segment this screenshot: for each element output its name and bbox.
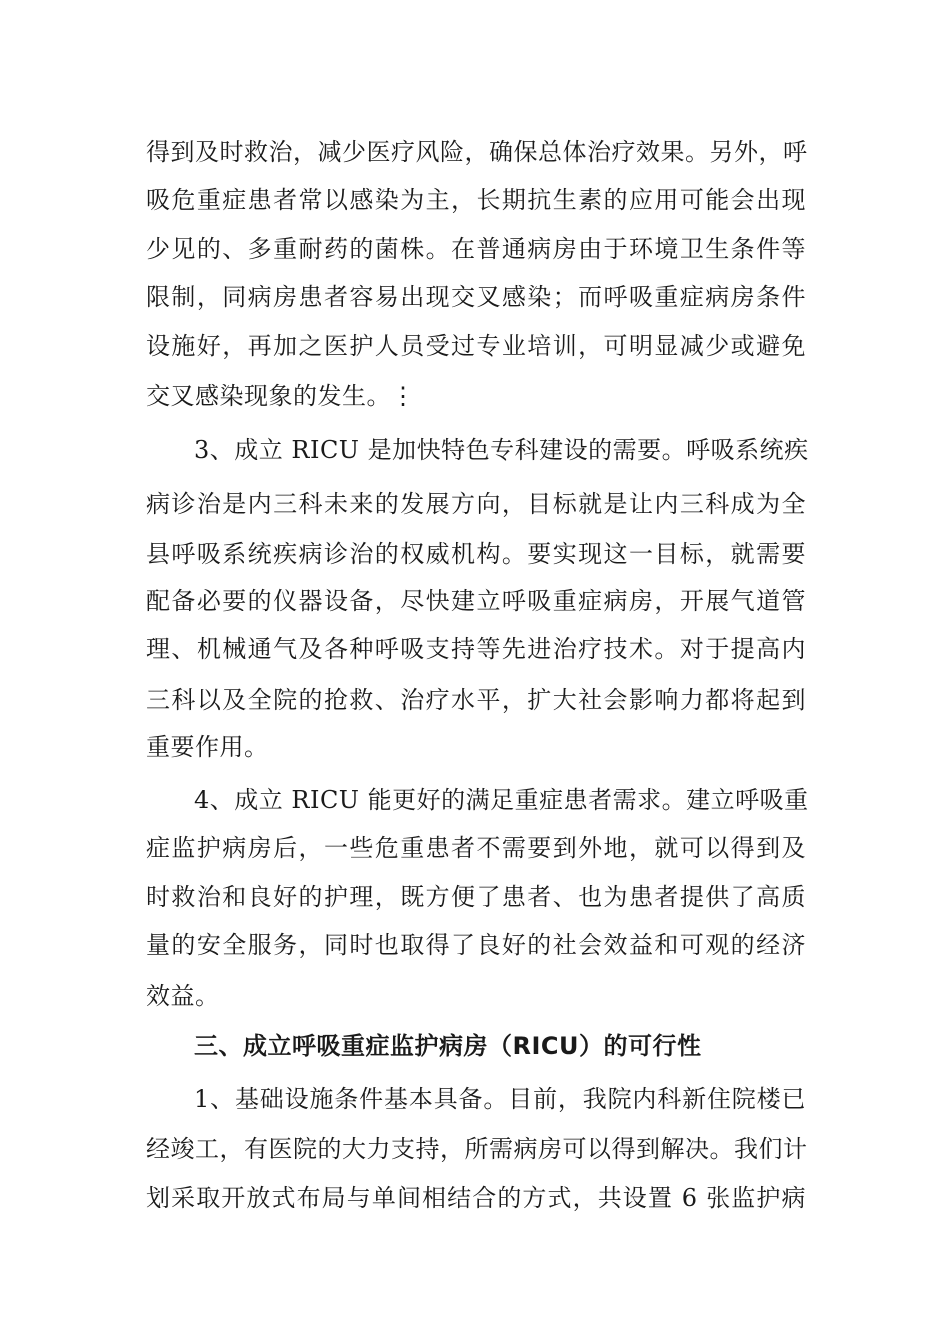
paragraph-2-line-1: 3、成立 RICU 是加快特色专科建设的需要。呼吸系统疾 [194,436,809,464]
paragraph-4-line-1: 1、基础设施条件基本具备。目前，我院内科新住院楼已 [194,1085,806,1113]
paragraph-2-line-4: 配备必要的仪器设备，尽快建立呼吸重症病房，开展气道管 [146,587,806,615]
paragraph-2-line-5: 理、机械通气及各种呼吸支持等先进治疗技术。对于提高内 [146,635,806,663]
section-heading: 三、成立呼吸重症监护病房（RICU）的可行性 [194,1032,702,1060]
paragraph-1-line-3: 少见的、多重耐药的菌株。在普通病房由于环境卫生条件等 [146,235,806,263]
paragraph-4-line-2: 经竣工，有医院的大力支持，所需病房可以得到解决。我们计 [146,1135,808,1163]
paragraph-1-line-6: 交叉感染现象的发生。⋮ [146,382,416,410]
paragraph-3-line-3: 时救治和良好的护理，既方便了患者、也为患者提供了高质 [146,883,806,911]
paragraph-2-line-3: 县呼吸系统疾病诊治的权威机构。要实现这一目标，就需要 [146,540,806,568]
paragraph-2-line-6: 三科以及全院的抢救、治疗水平，扩大社会影响力都将起到 [146,686,806,714]
paragraph-3-line-4: 量的安全服务，同时也取得了良好的社会效益和可观的经济 [146,931,806,959]
paragraph-1-line-1: 得到及时救治，减少医疗风险，确保总体治疗效果。另外，呼 [146,138,808,166]
paragraph-4-line-3: 划采取开放式布局与单间相结合的方式，共设置 6 张监护病 [146,1184,806,1212]
paragraph-2-line-2: 病诊治是内三科未来的发展方向，目标就是让内三科成为全 [146,490,806,518]
paragraph-3-line-2: 症监护病房后，一些危重患者不需要到外地，就可以得到及 [146,834,806,862]
paragraph-3-line-1: 4、成立 RICU 能更好的满足重症患者需求。建立呼吸重 [194,786,809,814]
paragraph-1-line-5: 设施好，再加之医护人员受过专业培训，可明显减少或避免 [146,332,806,360]
paragraph-1-line-2: 吸危重症患者常以感染为主，长期抗生素的应用可能会出现 [146,186,806,214]
paragraph-2-line-7: 重要作用。 [146,733,269,761]
paragraph-1-line-4: 限制，同病房患者容易出现交叉感染；而呼吸重症病房条件 [146,283,806,311]
paragraph-3-line-5: 效益。 [146,982,220,1010]
